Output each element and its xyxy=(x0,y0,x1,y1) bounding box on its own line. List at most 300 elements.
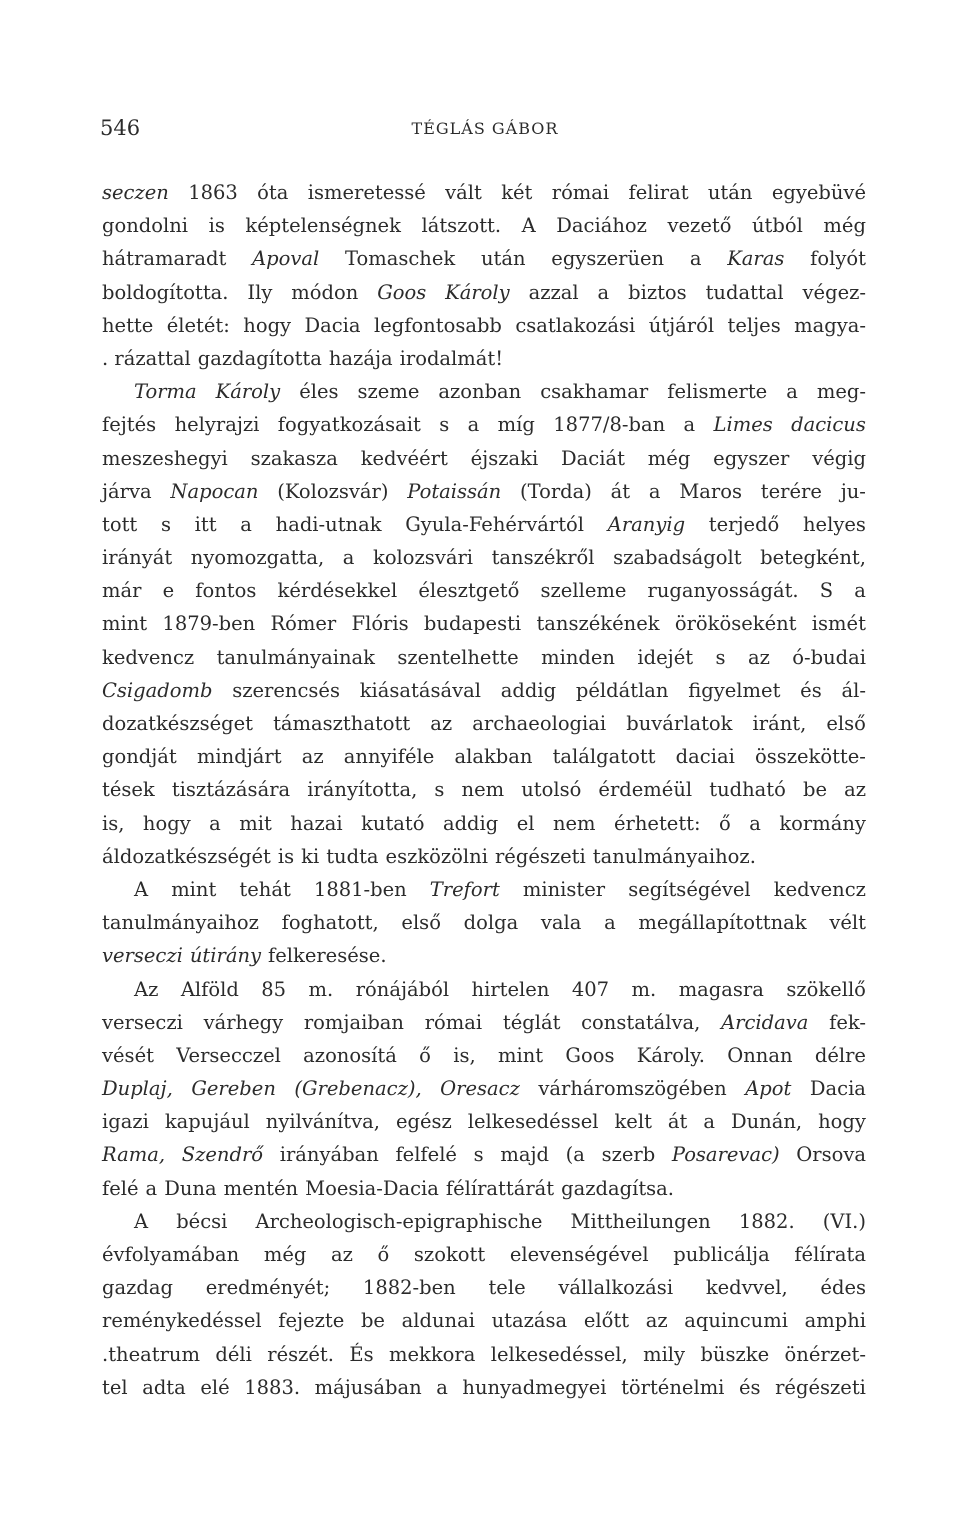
word: ju- xyxy=(840,479,866,503)
word: daciai xyxy=(675,745,735,769)
word: Flóris xyxy=(351,612,409,636)
word: irodalmát! xyxy=(399,346,504,370)
word: Onnan xyxy=(727,1043,793,1067)
word: egyszer xyxy=(713,446,790,470)
text-line xyxy=(102,1072,866,1105)
word: kedvvel, xyxy=(705,1276,788,1300)
word: hadi-utnak xyxy=(275,512,382,536)
word: irányát xyxy=(102,546,173,570)
word: megállapítottnak xyxy=(638,911,807,935)
word: 1879-ben xyxy=(162,612,256,636)
word: Gereben xyxy=(191,1077,276,1101)
word: azzal xyxy=(528,280,579,304)
word: még xyxy=(647,446,691,470)
word: annyiféle xyxy=(343,745,435,769)
word: Versecczel xyxy=(176,1043,281,1067)
running-head: TÉGLÁS GÁBOR xyxy=(411,119,559,138)
word: nem xyxy=(461,778,505,802)
text-line xyxy=(102,309,866,342)
word: egész xyxy=(395,1110,452,1134)
word: érhetett: xyxy=(614,811,701,835)
word: is, xyxy=(102,811,125,835)
word: déli xyxy=(215,1342,252,1366)
word: első xyxy=(826,712,866,735)
word: téglát xyxy=(502,1010,561,1034)
text-line xyxy=(102,1271,866,1304)
word: 85 xyxy=(261,977,287,1001)
word: amphi xyxy=(804,1309,866,1333)
word: az xyxy=(430,712,453,735)
word: példátlan xyxy=(575,678,669,702)
word: bécsi xyxy=(176,1209,228,1233)
word: büszke xyxy=(700,1342,770,1366)
text-line xyxy=(102,1338,866,1371)
text-line xyxy=(102,1371,866,1404)
word: Szendrő xyxy=(181,1143,264,1167)
word: kormány xyxy=(779,811,866,835)
word: történelmi xyxy=(621,1375,725,1399)
text-line xyxy=(102,276,866,309)
word: vala xyxy=(540,911,582,935)
text-line xyxy=(102,1238,866,1271)
text-line xyxy=(102,1304,866,1337)
word: a xyxy=(597,280,610,304)
word: összekötte- xyxy=(754,745,866,769)
word: Moesia-Dacia xyxy=(305,1176,439,1200)
word: segítségével xyxy=(628,877,751,901)
word: A xyxy=(134,877,149,901)
word: s xyxy=(439,413,450,437)
word: magasra xyxy=(678,977,764,1001)
word: tanulmányaihoz xyxy=(102,911,259,935)
word: Károly xyxy=(445,280,510,304)
word: a xyxy=(786,380,798,404)
word: be xyxy=(360,1309,385,1333)
word: hette xyxy=(102,313,154,337)
word: a xyxy=(436,1375,448,1399)
text-line xyxy=(102,342,866,375)
word: a xyxy=(683,413,696,437)
word: Károly. xyxy=(636,1043,705,1067)
text-line xyxy=(102,906,866,939)
word: életét: xyxy=(166,313,230,337)
word: előtt xyxy=(583,1309,630,1333)
word: archaeologiai xyxy=(472,712,607,735)
word: Aranyig xyxy=(607,512,686,536)
word: évfolyamában xyxy=(102,1243,240,1266)
word: gazdagította xyxy=(197,346,322,370)
word: tudható xyxy=(709,778,786,802)
word: aldunai xyxy=(401,1309,475,1333)
word: (Torda) xyxy=(520,479,592,503)
word: szeme xyxy=(357,380,420,404)
word: két xyxy=(501,181,533,204)
word: tehát xyxy=(239,877,291,901)
word: 407 xyxy=(571,977,610,1001)
word: S xyxy=(819,579,834,603)
word: rónájából xyxy=(355,977,450,1001)
word: nyilvánítva, xyxy=(265,1110,380,1134)
word: felismerte xyxy=(667,380,768,404)
text-line xyxy=(102,408,866,441)
word: Mittheilungen xyxy=(570,1209,711,1233)
word: majd xyxy=(500,1143,549,1167)
word: Goos xyxy=(565,1043,615,1067)
word: eszközölni xyxy=(385,844,488,868)
word: terére xyxy=(760,479,822,503)
word: Apoval xyxy=(252,247,320,271)
word: legfontosabb xyxy=(373,313,502,337)
word: délre xyxy=(814,1043,866,1067)
word: hogy xyxy=(142,811,191,835)
word: tanszékének xyxy=(536,612,660,636)
word: helyrajzi xyxy=(174,413,260,437)
word: el xyxy=(516,811,535,835)
word: kedvéért xyxy=(360,446,448,470)
word: Dacia xyxy=(809,1077,866,1101)
word: irányította, xyxy=(307,778,418,802)
word: egyszerüen xyxy=(551,247,665,271)
word: Oresacz xyxy=(440,1077,520,1101)
word: a xyxy=(689,247,702,271)
word: önérzet- xyxy=(784,1342,866,1366)
word: szerb xyxy=(601,1143,656,1167)
word: után xyxy=(707,181,753,204)
word: mekkora xyxy=(389,1342,476,1366)
word: fejezte xyxy=(278,1309,345,1333)
text-line xyxy=(102,641,866,674)
word: e xyxy=(162,579,175,603)
word: még xyxy=(263,1243,307,1266)
word: Ily xyxy=(247,280,273,304)
word: alakban xyxy=(454,745,533,769)
word: módon xyxy=(291,280,359,304)
word: tések xyxy=(102,778,155,802)
word: azonban xyxy=(438,380,522,404)
word: az xyxy=(301,745,324,769)
word: igazi xyxy=(102,1110,149,1134)
word: 1877/8-ban xyxy=(553,413,666,437)
word: A xyxy=(521,214,536,238)
word: Maros xyxy=(679,479,743,503)
word: tel xyxy=(102,1375,128,1399)
word: biztos xyxy=(628,280,687,304)
word: gazdag xyxy=(102,1276,173,1300)
word: Dunán, xyxy=(730,1110,803,1134)
word: utolsó xyxy=(521,778,582,802)
word: és xyxy=(800,678,822,702)
word: dolga xyxy=(463,911,519,935)
word: szerencsés xyxy=(232,678,340,702)
word: m. xyxy=(308,977,334,1001)
text-line xyxy=(102,707,866,740)
text-line xyxy=(102,840,866,873)
word: Goos xyxy=(377,280,427,304)
word: útirány xyxy=(189,944,262,968)
word: fejtés xyxy=(102,413,157,437)
word: éles xyxy=(299,380,339,404)
word: verseczi xyxy=(102,944,183,968)
word: szabadságolt xyxy=(613,546,742,570)
word: a xyxy=(749,811,761,835)
word: Karas xyxy=(727,247,785,271)
word: tanulmányaihoz. xyxy=(592,844,756,868)
page-number: 546 xyxy=(100,116,141,140)
word: A xyxy=(134,1209,149,1233)
word: constatálva, xyxy=(581,1010,701,1034)
word: gondját xyxy=(102,745,177,769)
text-line xyxy=(102,574,866,607)
text-line xyxy=(102,939,866,972)
word: kolozsvári xyxy=(373,546,474,570)
word: figyelmet xyxy=(688,678,781,702)
word: terjedő xyxy=(708,512,780,536)
word: ki xyxy=(301,844,320,868)
word: hirtelen xyxy=(471,977,550,1001)
word: Torma xyxy=(134,380,197,404)
word: nem xyxy=(552,811,596,835)
word: Daciához xyxy=(556,214,647,238)
word: míg xyxy=(497,413,535,437)
word: lelkesedéssel, xyxy=(490,1342,628,1366)
word: kedvencz xyxy=(773,877,866,901)
word: szökellő xyxy=(786,977,866,1001)
word: (Kolozsvár) xyxy=(277,479,389,503)
word: az xyxy=(645,1309,668,1333)
word: Arcidava xyxy=(721,1010,809,1034)
text-line xyxy=(102,1039,866,1072)
word: végig xyxy=(812,446,866,470)
word: hazája xyxy=(328,346,393,370)
word: s xyxy=(160,512,171,536)
word: látszott. xyxy=(421,214,502,238)
word: vállalkozási xyxy=(558,1276,674,1300)
word: az xyxy=(844,778,866,802)
text-line xyxy=(102,807,866,840)
body-text xyxy=(102,176,866,1404)
word: az xyxy=(747,645,770,669)
word: Napocan xyxy=(170,479,259,503)
word: ismeretessé xyxy=(307,181,426,204)
word: Duplaj, xyxy=(102,1077,173,1101)
text-line xyxy=(102,1205,866,1238)
word: utazása xyxy=(491,1309,568,1333)
word: vését xyxy=(102,1043,154,1067)
word: részét. xyxy=(267,1342,334,1366)
word: . rázattal xyxy=(102,346,191,370)
word: s xyxy=(473,1143,484,1167)
word: ő xyxy=(419,1043,431,1067)
word: tudattal xyxy=(705,280,784,304)
word: régészeti xyxy=(775,1375,866,1399)
text-line xyxy=(102,1105,866,1138)
word: be xyxy=(802,778,827,802)
word: is, xyxy=(453,1043,476,1067)
word: 1883. xyxy=(244,1375,301,1399)
word: római xyxy=(551,181,610,204)
word: képtelenségnek xyxy=(245,214,401,238)
word: 1882. xyxy=(738,1209,795,1233)
word: magya- xyxy=(794,313,866,337)
word: Dacia xyxy=(304,313,361,337)
word: ő xyxy=(719,811,731,835)
text-line xyxy=(102,442,866,475)
word: szentelhette xyxy=(397,645,519,669)
word: (a xyxy=(565,1143,585,1167)
word: elevenségével xyxy=(509,1243,649,1266)
word: áldozatkészségét xyxy=(102,844,271,868)
word: Gyula-Fehérvártól xyxy=(405,512,585,536)
word: érdeméül xyxy=(598,778,693,802)
word: minister xyxy=(522,877,606,901)
word: kiásatásával xyxy=(359,678,482,702)
text-line xyxy=(102,475,866,508)
word: Csigadomb xyxy=(102,678,213,702)
word: Posarevac) xyxy=(671,1143,780,1167)
word: hogy xyxy=(818,1110,866,1134)
text-line xyxy=(102,176,866,209)
word: ál- xyxy=(841,678,866,702)
word: örököseként xyxy=(674,612,797,636)
text-line xyxy=(102,1138,866,1171)
word: még xyxy=(823,214,866,238)
word: helyes xyxy=(803,512,866,536)
word: buvárlatok xyxy=(626,712,733,735)
word: tele xyxy=(488,1276,526,1300)
word: s xyxy=(715,645,726,669)
word: seczen xyxy=(102,181,169,204)
word: boldogította. xyxy=(102,280,229,304)
word: ó-budai xyxy=(792,645,866,669)
word: publicálja xyxy=(673,1243,770,1266)
word: adta xyxy=(142,1375,186,1399)
word: mint xyxy=(171,877,217,901)
word: mint xyxy=(102,612,148,636)
word: Károly xyxy=(215,380,281,404)
word: folyót xyxy=(810,247,866,271)
word: után xyxy=(480,247,526,271)
word: ruganyosságát. xyxy=(647,579,799,603)
word: járva xyxy=(102,479,152,503)
text-line xyxy=(102,740,866,773)
word: Alföld xyxy=(180,977,239,1001)
word: itt xyxy=(194,512,217,536)
word: támaszthatott xyxy=(273,712,411,735)
word: szakasza xyxy=(250,446,338,470)
word: gazdagítsa. xyxy=(561,1176,675,1200)
text-line xyxy=(102,607,866,640)
word: reménykedéssel xyxy=(102,1309,262,1333)
word: római xyxy=(424,1010,483,1034)
word: Daciát xyxy=(561,446,625,470)
word: Apot xyxy=(745,1077,792,1101)
word: vált xyxy=(445,181,482,204)
word: az xyxy=(330,1243,353,1266)
word: felirat xyxy=(628,181,689,204)
word: (Grebenacz), xyxy=(294,1077,422,1101)
word: a xyxy=(648,479,661,503)
word: gondolni xyxy=(102,214,189,238)
word: szokott xyxy=(413,1243,486,1266)
word: És xyxy=(349,1342,374,1366)
word: ismét xyxy=(811,612,866,636)
word: verseczi xyxy=(102,1010,183,1034)
word: a xyxy=(342,546,355,570)
word: kedvencz xyxy=(102,645,195,669)
word: útból xyxy=(752,214,803,238)
word: teljes xyxy=(727,313,781,337)
word: fek- xyxy=(829,1010,866,1034)
word: betegként, xyxy=(760,546,866,570)
word: felfelé xyxy=(395,1143,457,1167)
word: tanulmányainak xyxy=(216,645,375,669)
word: át xyxy=(667,1110,688,1134)
word: májusában xyxy=(314,1375,422,1399)
word: kapujául xyxy=(164,1110,250,1134)
word: a xyxy=(209,811,221,835)
text-line xyxy=(102,1172,866,1205)
word: 1863 xyxy=(188,181,238,204)
text-line xyxy=(102,375,866,408)
text-line xyxy=(102,873,866,906)
word: elé xyxy=(200,1375,230,1399)
word: Orsova xyxy=(796,1143,866,1167)
word: minden xyxy=(541,645,615,669)
word: várháromszögében xyxy=(538,1077,727,1101)
word: hunyadmegyei xyxy=(462,1375,607,1399)
word: azonosítá xyxy=(303,1043,397,1067)
word: édes xyxy=(820,1276,866,1300)
word: régészeti xyxy=(494,844,586,868)
word: ő xyxy=(377,1243,390,1266)
word: addig xyxy=(500,678,557,702)
word: mit xyxy=(239,811,272,835)
word: hogy xyxy=(243,313,292,337)
word: s xyxy=(434,778,445,802)
word: aquincumi xyxy=(684,1309,788,1333)
word: Potaissán xyxy=(407,479,502,503)
word: Duna xyxy=(164,1176,217,1200)
word: első xyxy=(401,911,441,935)
word: csakhamar xyxy=(540,380,649,404)
word: csatlakozási xyxy=(515,313,636,337)
word: dacicus xyxy=(791,413,866,437)
word: találgatott xyxy=(552,745,656,769)
word: hátramaradt xyxy=(102,247,227,271)
word: foghatott, xyxy=(281,911,379,935)
word: Archeologisch-epigraphische xyxy=(255,1209,543,1233)
word: irányában xyxy=(279,1143,379,1167)
word: félírattárát xyxy=(445,1176,555,1200)
word: félírata xyxy=(794,1243,866,1266)
word: hazai xyxy=(290,811,343,835)
word: 1882-ben xyxy=(362,1276,456,1300)
word: vezető xyxy=(667,214,732,238)
word: is xyxy=(208,214,225,238)
word: tott xyxy=(102,512,138,536)
word: nyomozgatta, xyxy=(190,546,325,570)
word: tanszékről xyxy=(491,546,595,570)
word: kérdésekkel xyxy=(277,579,398,603)
word: várhegy xyxy=(203,1010,284,1034)
word: mily xyxy=(643,1342,686,1366)
text-line xyxy=(102,541,866,574)
word: eredményét; xyxy=(205,1276,331,1300)
word: Rómer xyxy=(270,612,337,636)
word: Limes xyxy=(713,413,773,437)
word: mint xyxy=(497,1043,544,1067)
word: lelkesedéssel xyxy=(467,1110,599,1134)
